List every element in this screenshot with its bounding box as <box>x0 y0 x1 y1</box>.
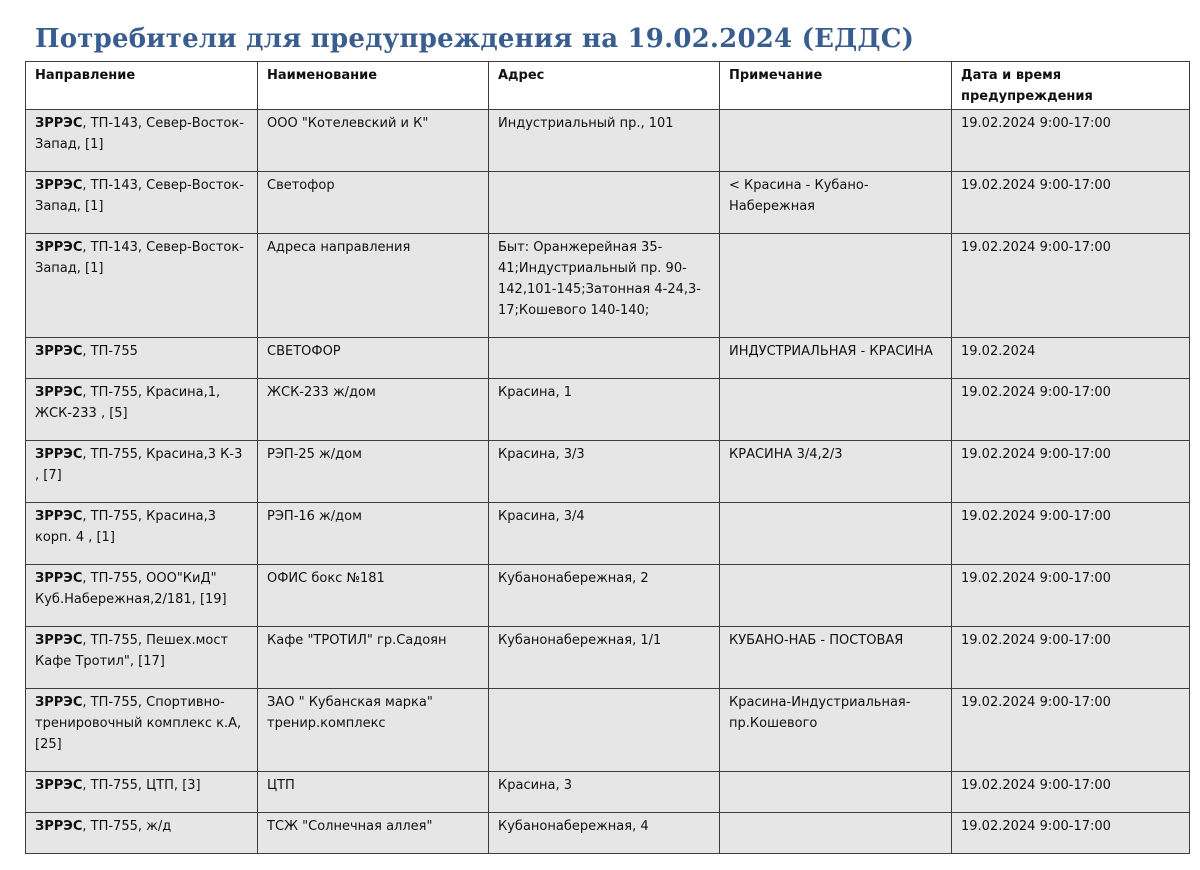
address-cell <box>489 172 720 234</box>
note-cell <box>720 813 952 854</box>
datetime-cell: 19.02.2024 9:00-17:00 <box>952 772 1190 813</box>
datetime-cell: 19.02.2024 9:00-17:00 <box>952 441 1190 503</box>
header-note: Примечание <box>720 62 952 110</box>
address-cell: Кубанонабережная, 4 <box>489 813 720 854</box>
name-cell: ЗАО " Кубанская марка" тренир.комплекс <box>258 689 489 772</box>
table-row <box>26 379 1190 441</box>
name-cell: ЦТП <box>258 772 489 813</box>
note-cell: Красина-Индустриальная-пр.Кошевого <box>720 689 952 772</box>
table-header-row <box>26 62 1190 110</box>
page-title: Потребители для предупреждения на 19.02.2024 (ЕДДС) <box>35 24 915 54</box>
header-direction: Направление <box>26 62 258 110</box>
direction-text: , ТП-755, ЦТП, [3] <box>82 778 201 793</box>
direction-text: , ТП-143, Север-Восток-Запад, [1] <box>35 116 244 152</box>
direction-code: ЗРРЭС <box>35 447 83 462</box>
header-name: Наименование <box>258 62 489 110</box>
name-cell: ООО "Котелевский и К" <box>258 110 489 172</box>
direction-text: , ТП-143, Север-Восток-Запад, [1] <box>35 240 244 276</box>
direction-code: ЗРРЭС <box>35 344 83 359</box>
name-cell: ЖСК-233 ж/дом <box>258 379 489 441</box>
address-cell: Индустриальный пр., 101 <box>489 110 720 172</box>
direction-text: , ТП-755, Красина,3 корп. 4 , [1] <box>35 509 217 545</box>
direction-text: , ТП-755, Красина,1, ЖСК-233 , [5] <box>35 385 221 421</box>
datetime-cell: 19.02.2024 9:00-17:00 <box>952 172 1190 234</box>
table-row <box>26 110 1190 172</box>
direction-cell <box>26 503 258 565</box>
direction-cell <box>26 813 258 854</box>
datetime-cell: 19.02.2024 9:00-17:00 <box>952 110 1190 172</box>
direction-cell <box>26 338 258 379</box>
direction-text: , ТП-755, Спортивно-тренировочный комплекс к.А, [25] <box>35 695 242 752</box>
note-cell <box>720 234 952 338</box>
consumers-table <box>25 61 1190 854</box>
datetime-cell: 19.02.2024 9:00-17:00 <box>952 379 1190 441</box>
direction-cell <box>26 772 258 813</box>
direction-cell <box>26 627 258 689</box>
direction-code: ЗРРЭС <box>35 819 83 834</box>
direction-cell <box>26 565 258 627</box>
direction-cell <box>26 379 258 441</box>
table-row <box>26 565 1190 627</box>
direction-text: , ТП-755, Красина,3 К-3 , [7] <box>35 447 243 483</box>
address-cell: Красина, 3 <box>489 772 720 813</box>
datetime-cell: 19.02.2024 9:00-17:00 <box>952 565 1190 627</box>
name-cell: СВЕТОФОР <box>258 338 489 379</box>
note-cell: КРАСИНА 3/4,2/3 <box>720 441 952 503</box>
direction-cell <box>26 441 258 503</box>
direction-cell <box>26 110 258 172</box>
name-cell: Кафе "ТРОТИЛ" гр.Садоян <box>258 627 489 689</box>
address-cell <box>489 689 720 772</box>
note-cell: < Красина - Кубано-Набережная <box>720 172 952 234</box>
table-row <box>26 627 1190 689</box>
address-cell <box>489 338 720 379</box>
header-datetime: Дата и время предупреждения <box>952 62 1190 110</box>
note-cell <box>720 379 952 441</box>
datetime-cell: 19.02.2024 9:00-17:00 <box>952 503 1190 565</box>
address-cell: Кубанонабережная, 1/1 <box>489 627 720 689</box>
name-cell: РЭП-25 ж/дом <box>258 441 489 503</box>
table-row <box>26 689 1190 772</box>
header-address: Адрес <box>489 62 720 110</box>
table-row <box>26 234 1190 338</box>
direction-code: ЗРРЭС <box>35 116 83 131</box>
address-cell: Красина, 3/3 <box>489 441 720 503</box>
address-cell: Красина, 1 <box>489 379 720 441</box>
datetime-cell: 19.02.2024 9:00-17:00 <box>952 813 1190 854</box>
direction-code: ЗРРЭС <box>35 778 83 793</box>
address-cell: Кубанонабережная, 2 <box>489 565 720 627</box>
note-cell: ИНДУСТРИАЛЬНАЯ - КРАСИНА <box>720 338 952 379</box>
direction-text: , ТП-143, Север-Восток-Запад, [1] <box>35 178 244 214</box>
direction-code: ЗРРЭС <box>35 385 83 400</box>
direction-text: , ТП-755, Пешех.мост Кафе Тротил", [17] <box>35 633 229 669</box>
name-cell: Светофор <box>258 172 489 234</box>
direction-cell <box>26 172 258 234</box>
datetime-cell: 19.02.2024 <box>952 338 1190 379</box>
datetime-cell: 19.02.2024 9:00-17:00 <box>952 627 1190 689</box>
name-cell: РЭП-16 ж/дом <box>258 503 489 565</box>
table-row <box>26 772 1190 813</box>
table-row <box>26 172 1190 234</box>
direction-text: , ТП-755 <box>82 344 138 359</box>
datetime-cell: 19.02.2024 9:00-17:00 <box>952 689 1190 772</box>
table-row <box>26 813 1190 854</box>
note-cell <box>720 503 952 565</box>
address-cell: Быт: Оранжерейная 35-41;Индустриальный пр. 90-142,101-145;Затонная 4-24,3-17;Кошевого 140-140; <box>489 234 720 338</box>
table-row <box>26 338 1190 379</box>
direction-code: ЗРРЭС <box>35 695 83 710</box>
direction-text: , ТП-755, ж/д <box>82 819 172 834</box>
direction-text: , ТП-755, ООО"КиД" Куб.Набережная,2/181, [19] <box>35 571 227 607</box>
name-cell: ОФИС бокс №181 <box>258 565 489 627</box>
table-row <box>26 503 1190 565</box>
direction-code: ЗРРЭС <box>35 571 83 586</box>
direction-code: ЗРРЭС <box>35 509 83 524</box>
direction-code: ЗРРЭС <box>35 178 83 193</box>
note-cell <box>720 110 952 172</box>
direction-code: ЗРРЭС <box>35 240 83 255</box>
table-row <box>26 441 1190 503</box>
direction-cell <box>26 689 258 772</box>
direction-code: ЗРРЭС <box>35 633 83 648</box>
note-cell <box>720 565 952 627</box>
name-cell: Адреса направления <box>258 234 489 338</box>
address-cell: Красина, 3/4 <box>489 503 720 565</box>
name-cell: ТСЖ "Солнечная аллея" <box>258 813 489 854</box>
direction-cell <box>26 234 258 338</box>
note-cell <box>720 772 952 813</box>
datetime-cell: 19.02.2024 9:00-17:00 <box>952 234 1190 338</box>
note-cell: КУБАНО-НАБ - ПОСТОВАЯ <box>720 627 952 689</box>
